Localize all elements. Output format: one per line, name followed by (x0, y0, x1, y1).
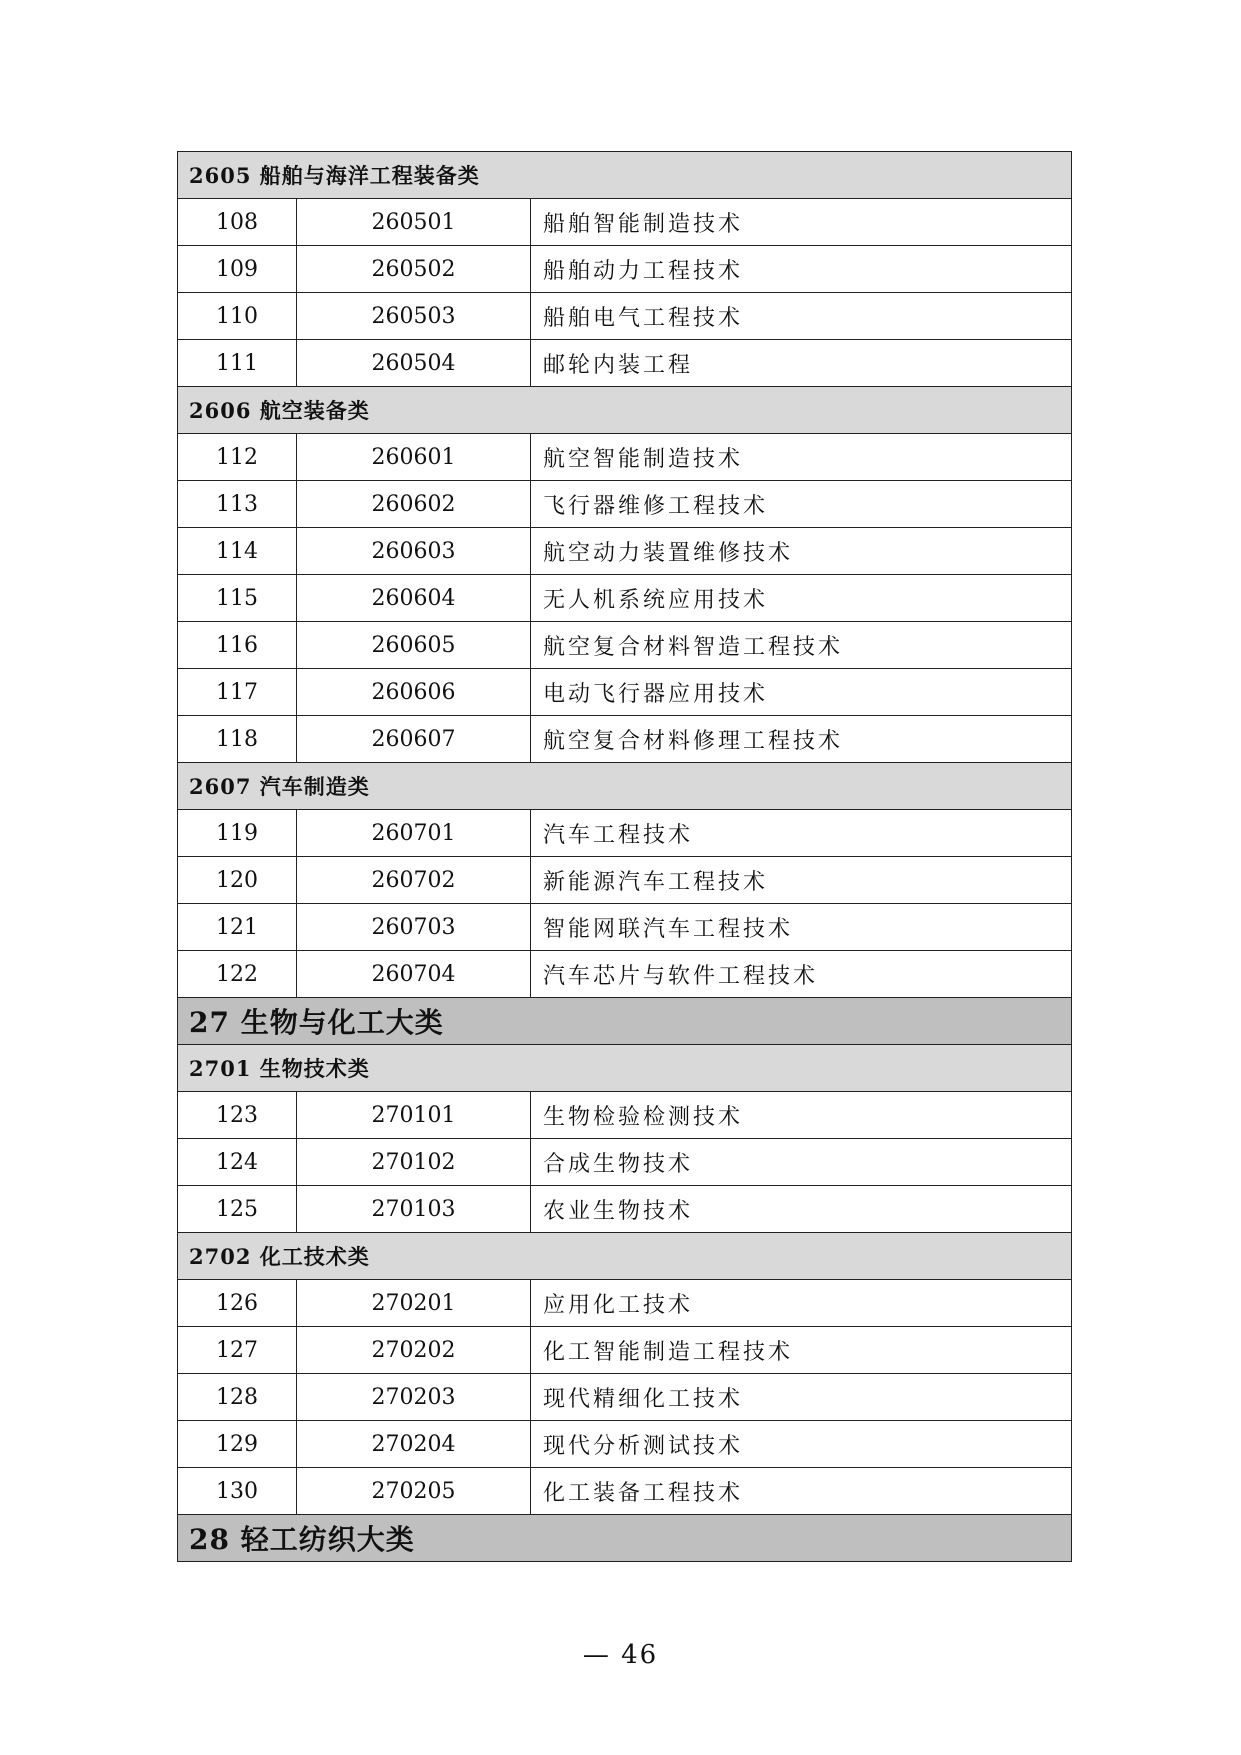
table-row (178, 716, 1072, 763)
table-row (178, 575, 1072, 622)
category-row (178, 1045, 1072, 1092)
major-code-cell: 270103 (297, 1186, 531, 1233)
row-index-cell: 124 (178, 1139, 297, 1186)
major-name-cell: 航空动力装置维修技术 (531, 528, 1072, 575)
row-index-cell: 122 (178, 951, 297, 998)
category-heading: 2605 船舶与海洋工程装备类 (178, 152, 1072, 199)
major-catalog-table (177, 151, 1072, 1562)
major-code-cell: 260501 (297, 199, 531, 246)
major-name-cell: 汽车芯片与软件工程技术 (531, 951, 1072, 998)
table-row (178, 434, 1072, 481)
table-row (178, 951, 1072, 998)
category-heading: 2702 化工技术类 (178, 1233, 1072, 1280)
row-index-cell: 120 (178, 857, 297, 904)
category-heading: 2701 生物技术类 (178, 1045, 1072, 1092)
major-name-cell: 化工装备工程技术 (531, 1468, 1072, 1515)
table-row (178, 1468, 1072, 1515)
major-name-cell: 飞行器维修工程技术 (531, 481, 1072, 528)
table-row (178, 293, 1072, 340)
major-code-cell: 270101 (297, 1092, 531, 1139)
major-code-cell: 270102 (297, 1139, 531, 1186)
row-index-cell: 127 (178, 1327, 297, 1374)
major-group-heading: 28 轻工纺织大类 (178, 1515, 1072, 1562)
major-name-cell: 生物检验检测技术 (531, 1092, 1072, 1139)
major-code-cell: 260502 (297, 246, 531, 293)
row-index-cell: 121 (178, 904, 297, 951)
page-number: — 46 (582, 1640, 659, 1670)
major-group-row (178, 998, 1072, 1045)
major-code-cell: 260701 (297, 810, 531, 857)
major-name-cell: 船舶电气工程技术 (531, 293, 1072, 340)
major-code-cell: 270202 (297, 1327, 531, 1374)
major-name-cell: 汽车工程技术 (531, 810, 1072, 857)
table-row (178, 1421, 1072, 1468)
row-index-cell: 128 (178, 1374, 297, 1421)
table-row (178, 1327, 1072, 1374)
major-code-cell: 260503 (297, 293, 531, 340)
category-row (178, 387, 1072, 434)
major-code-cell: 260607 (297, 716, 531, 763)
major-code-cell: 270203 (297, 1374, 531, 1421)
category-heading: 2607 汽车制造类 (178, 763, 1072, 810)
row-index-cell: 108 (178, 199, 297, 246)
major-name-cell: 农业生物技术 (531, 1186, 1072, 1233)
table-row (178, 622, 1072, 669)
category-row (178, 763, 1072, 810)
table-row (178, 1139, 1072, 1186)
category-row (178, 152, 1072, 199)
major-name-cell: 邮轮内装工程 (531, 340, 1072, 387)
major-name-cell: 航空复合材料智造工程技术 (531, 622, 1072, 669)
table-row (178, 528, 1072, 575)
category-heading: 2606 航空装备类 (178, 387, 1072, 434)
major-code-cell: 260603 (297, 528, 531, 575)
major-code-cell: 260704 (297, 951, 531, 998)
major-code-cell: 270201 (297, 1280, 531, 1327)
major-group-row (178, 1515, 1072, 1562)
row-index-cell: 119 (178, 810, 297, 857)
table-row (178, 199, 1072, 246)
row-index-cell: 112 (178, 434, 297, 481)
table-body (178, 152, 1072, 1562)
table-row (178, 1280, 1072, 1327)
table-row (178, 904, 1072, 951)
major-code-cell: 270204 (297, 1421, 531, 1468)
row-index-cell: 115 (178, 575, 297, 622)
row-index-cell: 129 (178, 1421, 297, 1468)
major-name-cell: 应用化工技术 (531, 1280, 1072, 1327)
row-index-cell: 109 (178, 246, 297, 293)
row-index-cell: 117 (178, 669, 297, 716)
table-row (178, 1092, 1072, 1139)
table-row (178, 246, 1072, 293)
major-name-cell: 无人机系统应用技术 (531, 575, 1072, 622)
major-group-heading: 27 生物与化工大类 (178, 998, 1072, 1045)
major-name-cell: 航空复合材料修理工程技术 (531, 716, 1072, 763)
table-row (178, 669, 1072, 716)
row-index-cell: 123 (178, 1092, 297, 1139)
major-code-cell: 260601 (297, 434, 531, 481)
row-index-cell: 126 (178, 1280, 297, 1327)
major-code-cell: 260702 (297, 857, 531, 904)
major-name-cell: 化工智能制造工程技术 (531, 1327, 1072, 1374)
row-index-cell: 114 (178, 528, 297, 575)
row-index-cell: 110 (178, 293, 297, 340)
table-row (178, 340, 1072, 387)
row-index-cell: 116 (178, 622, 297, 669)
major-code-cell: 260504 (297, 340, 531, 387)
major-code-cell: 260605 (297, 622, 531, 669)
table-row (178, 810, 1072, 857)
category-row (178, 1233, 1072, 1280)
row-index-cell: 113 (178, 481, 297, 528)
row-index-cell: 125 (178, 1186, 297, 1233)
table-row (178, 857, 1072, 904)
major-name-cell: 现代精细化工技术 (531, 1374, 1072, 1421)
row-index-cell: 118 (178, 716, 297, 763)
table-row (178, 481, 1072, 528)
major-name-cell: 航空智能制造技术 (531, 434, 1072, 481)
major-name-cell: 智能网联汽车工程技术 (531, 904, 1072, 951)
major-name-cell: 新能源汽车工程技术 (531, 857, 1072, 904)
major-code-cell: 260703 (297, 904, 531, 951)
major-name-cell: 电动飞行器应用技术 (531, 669, 1072, 716)
row-index-cell: 130 (178, 1468, 297, 1515)
major-code-cell: 260606 (297, 669, 531, 716)
major-code-cell: 260604 (297, 575, 531, 622)
row-index-cell: 111 (178, 340, 297, 387)
table-row (178, 1186, 1072, 1233)
table-row (178, 1374, 1072, 1421)
major-name-cell: 合成生物技术 (531, 1139, 1072, 1186)
major-code-cell: 270205 (297, 1468, 531, 1515)
major-name-cell: 船舶智能制造技术 (531, 199, 1072, 246)
major-name-cell: 船舶动力工程技术 (531, 246, 1072, 293)
major-name-cell: 现代分析测试技术 (531, 1421, 1072, 1468)
major-code-cell: 260602 (297, 481, 531, 528)
